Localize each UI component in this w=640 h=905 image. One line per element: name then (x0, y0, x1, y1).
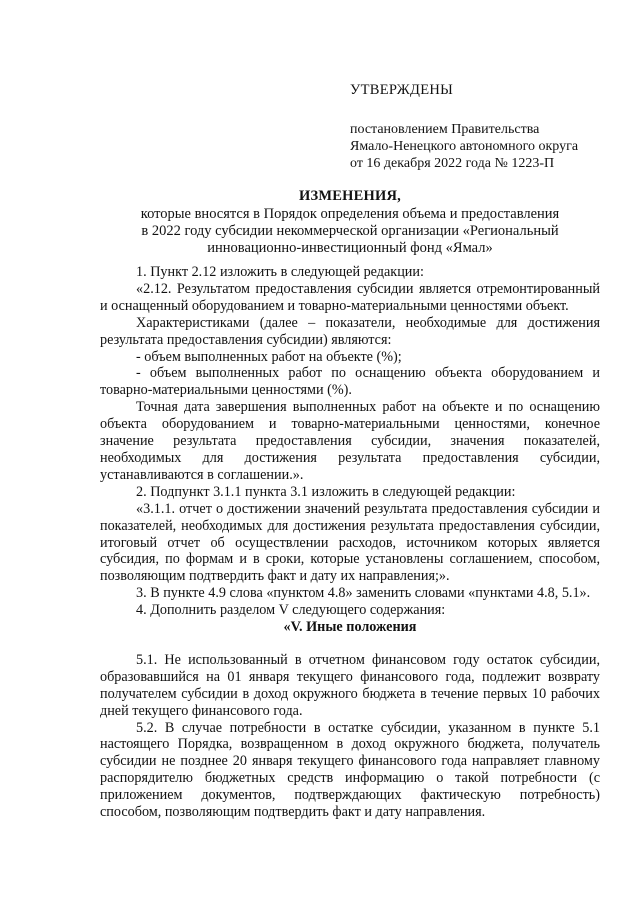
document-subtitle-line: в 2022 году субсидии некоммерческой организации «Региональный (141, 223, 559, 239)
paragraph-item-2: 2. Подпункт 3.1.1 пункта 3.1 изложить в следующей редакции: (136, 483, 516, 500)
paragraph-item-3: 3. В пункте 4.9 слова «пунктом 4.8» заменить словами «пунктами 4.8, 5.1». (136, 585, 591, 602)
approval-line: Ямало-Ненецкого автономного округа (350, 139, 579, 154)
paragraph-clause-2-12: «2.12. Результатом предоставления субсидии является отремонтированный и оснащенный оборудованием и товарно-материальными ценностями объект. (100, 280, 600, 314)
approval-title: УТВЕРЖДЕНЫ (350, 82, 454, 98)
paragraph-item-1: 1. Пункт 2.12 изложить в следующей редакции: (136, 264, 424, 280)
document-body (100, 264, 600, 821)
document-heading (100, 188, 600, 257)
paragraph-clause-5-2: 5.2. В случае потребности в остатке субсидии, указанном в пункте 5.1 настоящего Порядка, возвращенном в доход окружного бюджета, получатель субсидии не позднее 20 января текущего финансового года направляет главному распорядителю бюджетных средств информацию о такой потребности (с приложением документов, подтверждающих фактическую потребность) способом, позволяющим подтвердить факт и дату направления. (100, 719, 600, 821)
approval-stamp (350, 82, 620, 172)
document-subtitle-line: которые вносятся в Порядок определения объема и предоставления (140, 206, 560, 222)
paragraph-characteristics: Характеристиками (далее – показатели, необходимые для достижения результата предоставления субсидии) являются: (100, 314, 600, 348)
document-subtitle-line: инновационно-инвестиционный фонд «Ямал» (207, 240, 493, 256)
paragraph-bullet-1: - объем выполненных работ на объекте (%); (136, 348, 402, 365)
paragraph-clause-5-1: 5.1. Не использованный в отчетном финансовом году остаток субсидии, образовавшийся на 01 января текущего финансового года, подлежит возврату получателем субсидии в доход окружного бюджета в течение первых 10 рабочих дней текущего финансового года. (100, 651, 600, 719)
paragraph-bullet-2: - объем выполненных работ по оснащению объекта оборудованием и товарно-материальными ценностями (%). (100, 365, 600, 399)
paragraph-item-4: 4. Дополнить разделом V следующего содержания: (136, 602, 446, 619)
document-title: ИЗМЕНЕНИЯ, (299, 188, 401, 204)
paragraph-completion-date: Точная дата завершения выполненных работ на объекте и по оснащению объекта оборудованием и товарно-материальными ценностями, конечное значение результата предоставления субсидии, значения показателей, необходимых для достижения результата предоставления субсидии, устанавливаются в соглашении.». (100, 399, 600, 483)
paragraph-clause-3-1-1: «3.1.1. отчет о достижении значений результата предоставления субсидии и показателей, необходимых для достижения результата предоставления субсидии, итоговый отчет об осуществлении расходов, источником которых является субсидия, по формам и в сроки, которые установлены соглашением, способом, позволяющим подтвердить факт и дату их направления;». (100, 500, 600, 585)
section-title: «V. Иные положения (283, 619, 417, 636)
approval-line: от 16 декабря 2022 года № 1223-П (350, 156, 555, 171)
approval-line: постановлением Правительства (350, 122, 540, 137)
